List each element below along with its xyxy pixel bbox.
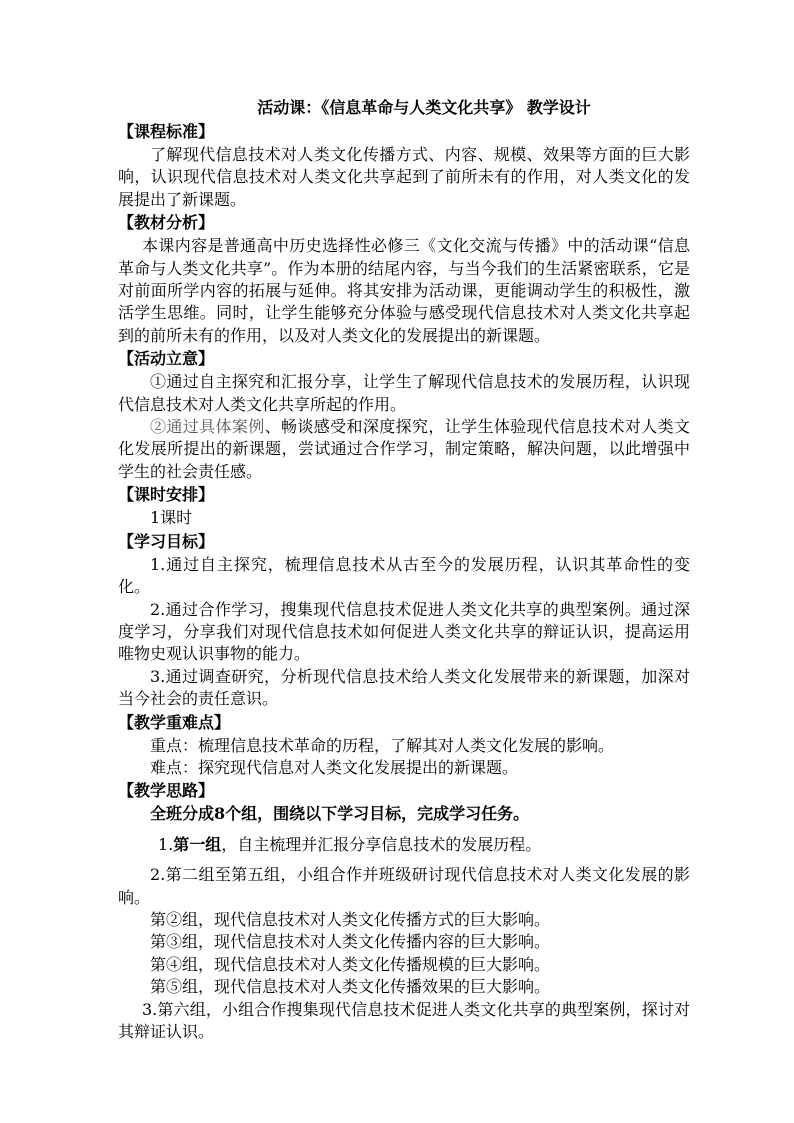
approach-group-4: 第④组，现代信息技术对人类文化传播规模的巨大影响。 — [150, 954, 551, 974]
textbook-analysis-text: 本课内容是普通高中历史选择性必修三《文化交流与传播》中的活动课“信息革命与人类文化共享”。作为本册的结尾内容，与当今我们的生活紧密联系，它是对前面所学内容的拓展与延伸。将其安排为活动课，更能调动学生的积极性，激活学生思维。同时，让学生能够充分体验与感受现代信息技术对人类文化共享起到的前所未有的作用，以及对人类文化的发展提出的新课题。 — [118, 236, 690, 345]
approach-step-2: 2.第二组至第五组，小组合作并班级研讨现代信息技术对人类文化发展的影响。 — [118, 865, 690, 907]
approach-group-2: 第②组，现代信息技术对人类文化传播方式的巨大影响。 — [150, 909, 551, 929]
schedule-text: 1课时 — [150, 508, 193, 528]
heading-teaching-approach: 【教学思路】 — [118, 781, 215, 801]
learning-goal-2: 2.通过合作学习，搜集现代信息技术促进人类文化共享的典型案例。通过深度学习，分享我们对现代信息技术如何促进人类文化共享的辩证认识，提高运用唯物史观认识事物的能力。 — [118, 599, 690, 664]
teaching-approach-intro: 全班分成8个组，围绕以下学习目标，完成学习任务。 — [150, 804, 530, 824]
spacer — [118, 856, 690, 864]
spacer — [118, 826, 690, 834]
course-standard-text: 了解现代信息技术对人类文化传播方式、内容、规模、效果等方面的巨大影响，认识现代信息技术对人类文化共享起到了前所未有的作用，对人类文化的发展提出了新课题。 — [118, 145, 690, 209]
document-title: 活动课：《信息革命与人类文化共享》 教学设计 — [257, 98, 591, 117]
heading-textbook-analysis: 【教材分析】 — [118, 213, 215, 233]
activity-intent-item-2-rest: 、畅谈感受和深度探究，让学生体验现代信息技术对人类文化发展所提出的新课题，尝试通过合作学习，制定策略，解决问题，以此增强中学生的社会责任感。 — [118, 417, 690, 481]
learning-goal-1: 1.通过自主探究，梳理信息技术从古至今的发展历程，认识其革命性的变化。 — [118, 554, 690, 597]
heading-activity-intent: 【活动立意】 — [118, 349, 215, 369]
approach-step-1 — [118, 834, 690, 856]
approach-step-1-number: 1. — [158, 834, 174, 854]
heading-course-standard: 【课程标准】 — [118, 122, 215, 141]
activity-intent-item-2 — [118, 416, 690, 483]
difficult-point-text: 难点：探究现代信息对人类文化发展提出的新课题。 — [150, 757, 519, 777]
approach-step-1-text: ，自主梳理并汇报分享信息技术的发展历程。 — [221, 834, 542, 854]
document-page — [118, 96, 690, 1043]
heading-learning-goals: 【学习目标】 — [118, 531, 215, 551]
approach-group-5: 第⑤组，现代信息技术对人类文化传播效果的巨大影响。 — [150, 977, 551, 997]
activity-intent-item-2-prefix: ②通过具体案例 — [150, 417, 265, 437]
activity-intent-item-1: ①通过自主探究和汇报分享，让学生了解现代信息技术的发展历程，认识现代信息技术对人类文化共享所起的作用。 — [118, 372, 690, 414]
heading-schedule: 【课时安排】 — [118, 485, 215, 505]
heading-key-difficult-points: 【教学重难点】 — [118, 712, 231, 732]
approach-group-3: 第③组，现代信息技术对人类文化传播内容的巨大影响。 — [150, 932, 551, 952]
approach-step-3: 3.第六组，小组合作搜集现代信息技术促进人类文化共享的典型案例，探讨对其辩证认识。 — [118, 999, 690, 1041]
learning-goal-3: 3.通过调查研究，分析现代信息技术给人类文化发展带来的新课题，加深对当今社会的责任意识。 — [118, 666, 690, 709]
key-point-text: 重点：梳理信息技术革命的历程，了解其对人类文化发展的影响。 — [150, 735, 615, 755]
approach-step-1-group: 第一组 — [173, 834, 222, 854]
